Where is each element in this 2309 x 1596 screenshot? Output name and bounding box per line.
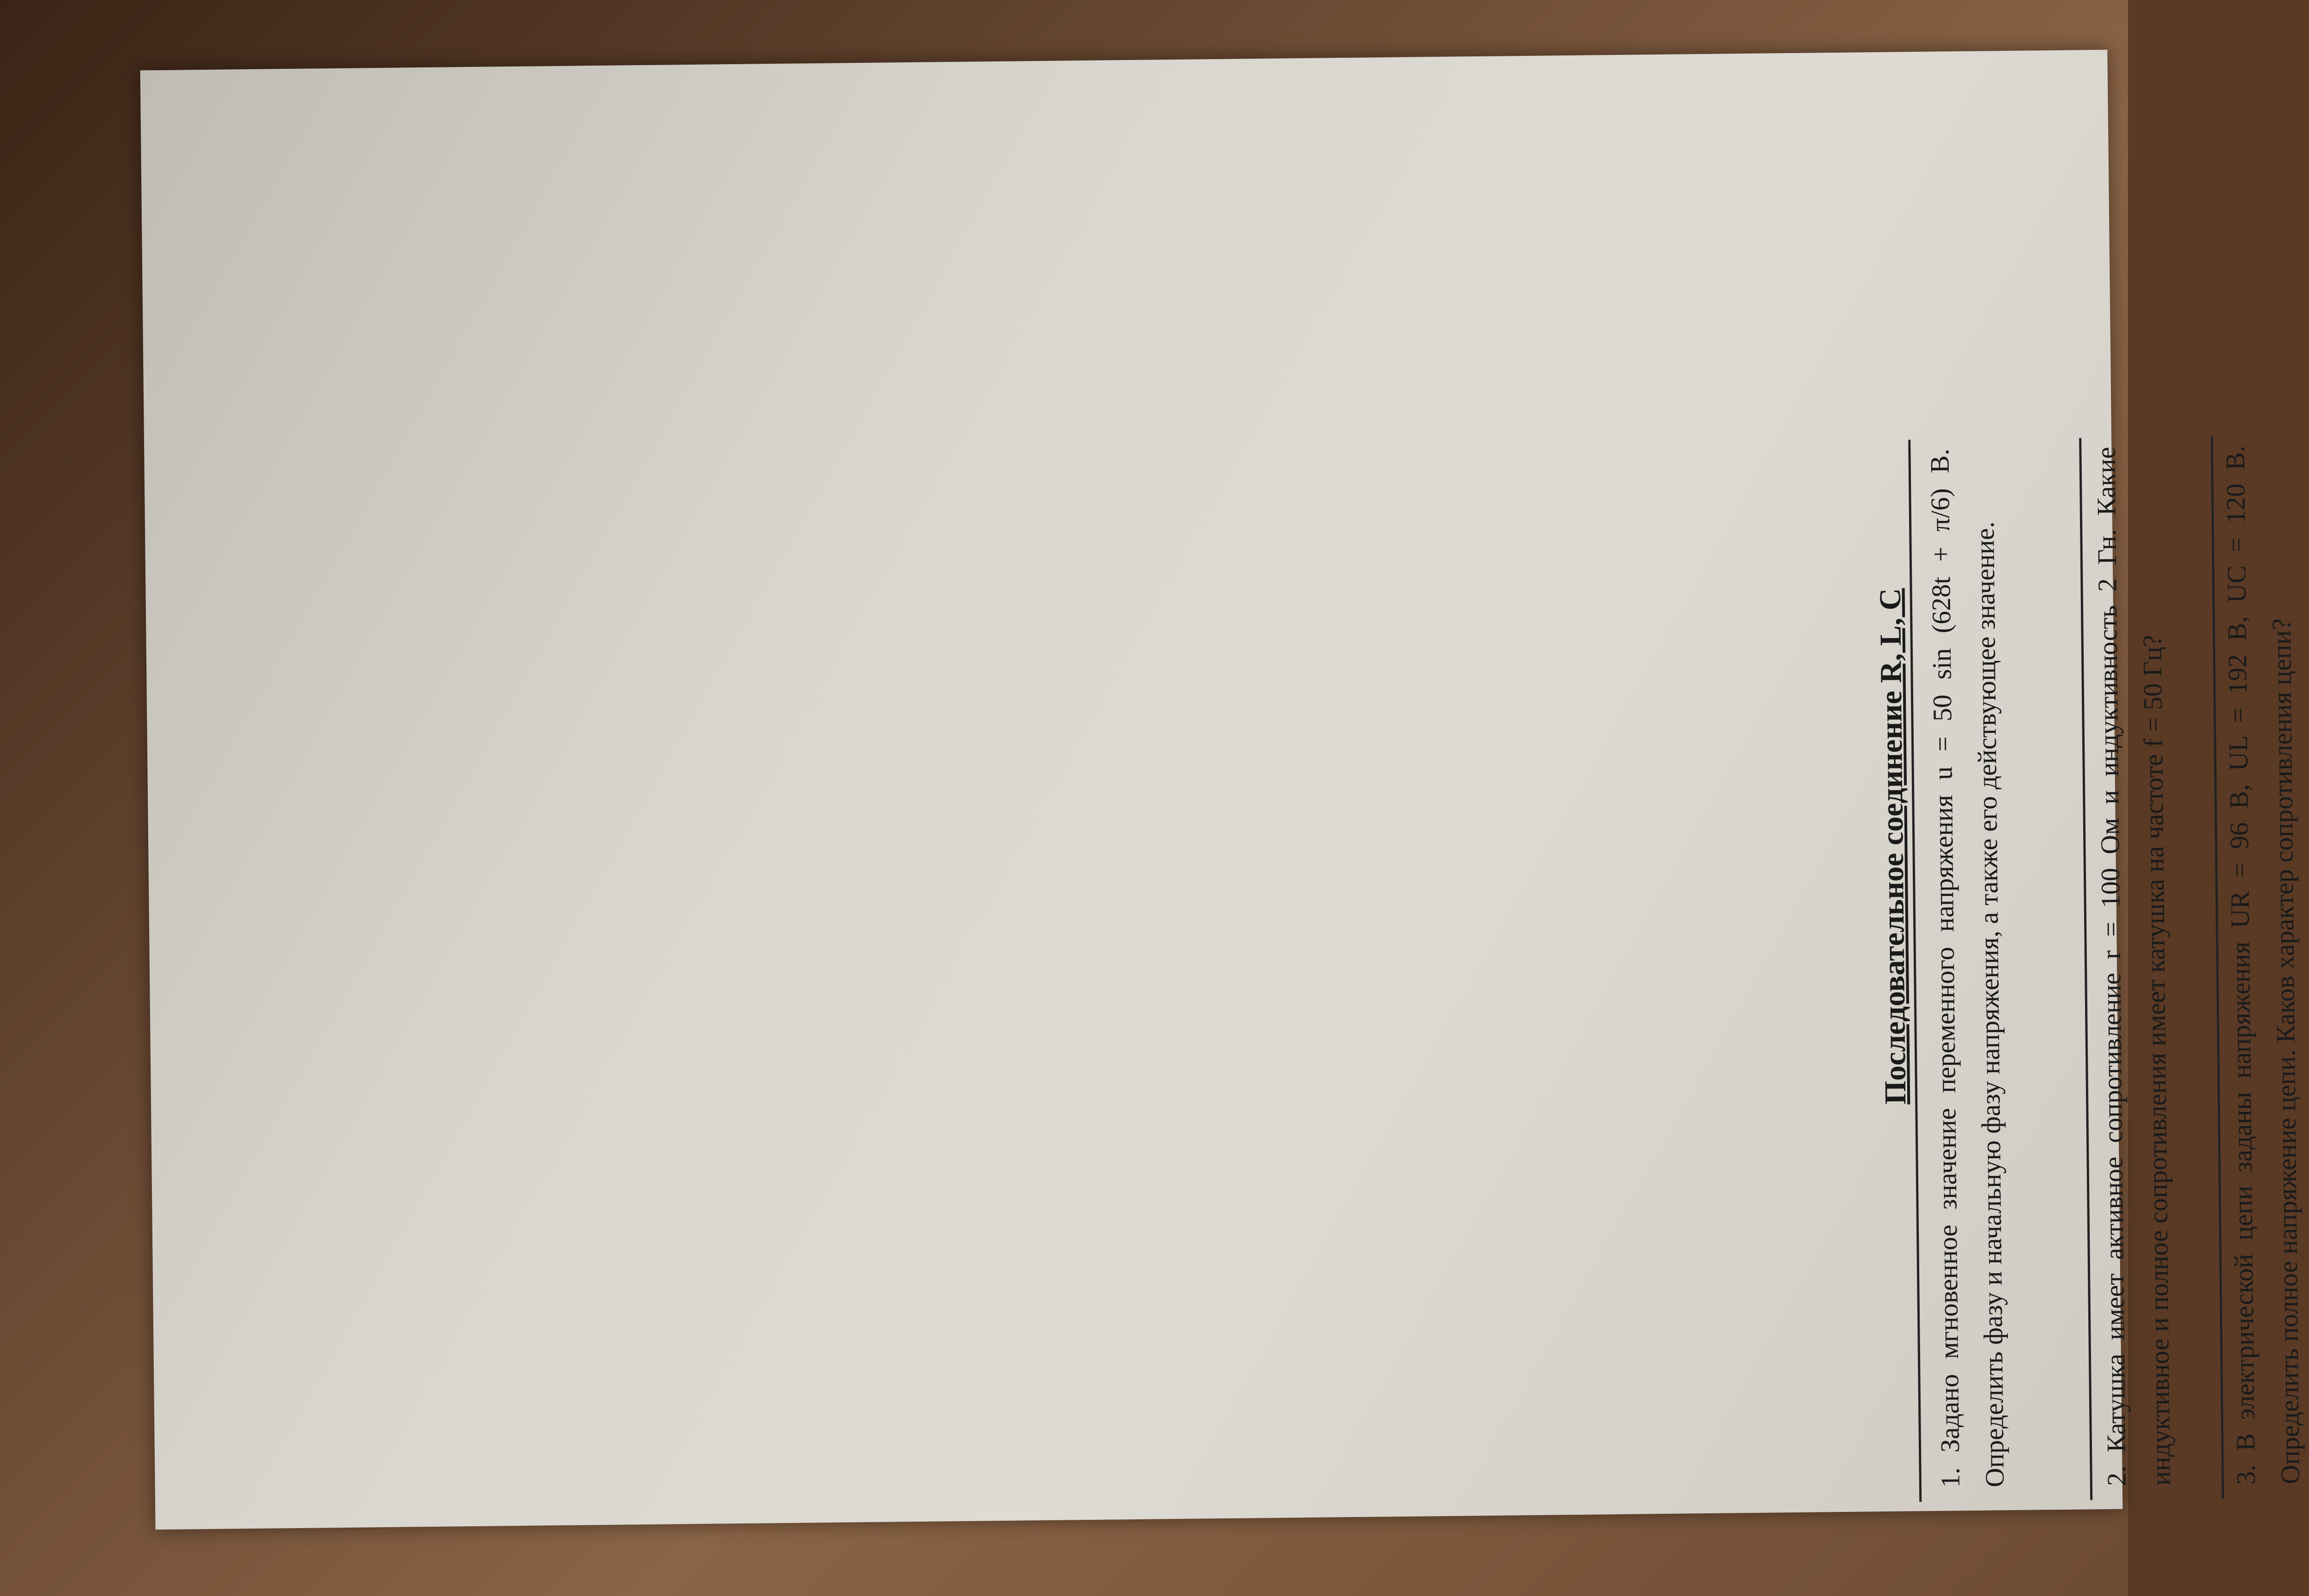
task-2: 2. Катушка имеет активное сопротивление r = 100 Ом и индуктивность 2 Гн. Какие индуктивное и полное сопротивления имеет катушка на частоте f = 50 Гц?: [2091, 447, 2176, 1487]
paper-sheet: [140, 50, 2305, 1530]
document-content: [1481, 162, 2309, 1520]
task-1: 1. Задано мгновенное значение переменного напряжения u = 50 sin (628t + π/6) В. Определить фазу и начальную фазу напряжения, а также его действующее значение.: [1924, 448, 2010, 1488]
page-title: Последовательное соединение R, L, C: [1873, 588, 1913, 1105]
task-3: 3. В электрической цепи заданы напряжения UR = 96 В, UL = 192 В, UC = 120 В. Определить полное напряжение цепи. Каков характер сопротивления цепи?: [2220, 445, 2305, 1485]
